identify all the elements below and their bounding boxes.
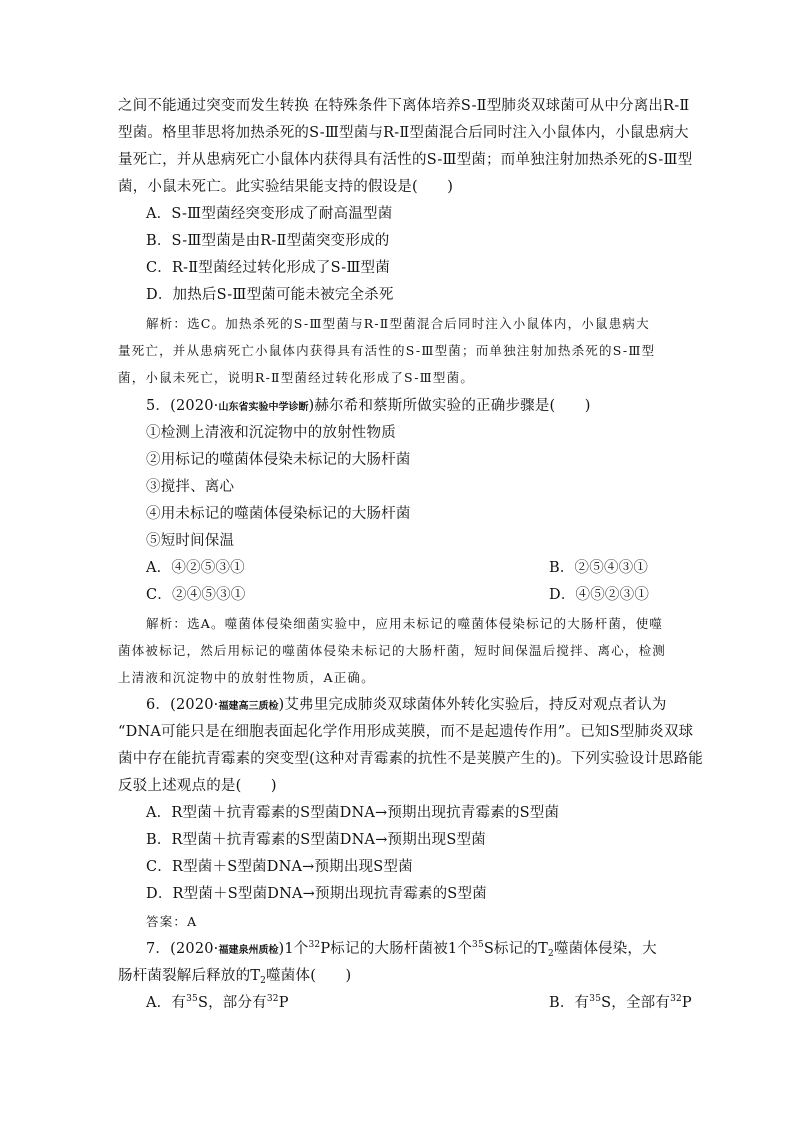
q4-stem-line-2: 型菌。格里菲思将加热杀死的S-Ⅲ型菌与R-Ⅱ型菌混合后同时注入小鼠体内，小鼠患病大 <box>118 125 689 141</box>
q7-text-b: P标记的大肠杆菌被1个 <box>320 941 473 957</box>
q5-options-row-1 <box>146 558 649 578</box>
isotope-35-sup: 35 <box>186 994 198 1004</box>
q4-stem-line-4: 菌，小鼠未死亡。此实验结果能支持的假设是( ) <box>118 179 454 195</box>
t2-sub: 2 <box>548 949 554 959</box>
q4-option-c: C．R-Ⅱ型菌经过转化形成了S-Ⅲ型菌 <box>146 260 390 276</box>
q7-option-b-end: P <box>681 995 692 1011</box>
q6-source: 福建高三质检 <box>218 701 279 712</box>
q6-stem-line-4: 反驳上述观点的是( ) <box>118 778 277 794</box>
q4-analysis-line-3: 菌，小鼠未死亡，说明R-Ⅱ型菌经过转化形成了S-Ⅲ型菌。 <box>118 370 475 385</box>
q7-option-a-pre: A．有 <box>146 995 187 1011</box>
q6-option-b: B．R型菌＋抗青霉素的S型菌DNA→预期出现S型菌 <box>146 832 486 848</box>
q5-stem <box>146 396 591 418</box>
q7-text-c: S标记的T <box>483 941 548 957</box>
q4-stem-line-1: 之间不能通过突变而发生转换 在特殊条件下离体培养S-Ⅱ型肺炎双球菌可从中分离出R-Ⅱ <box>118 98 690 114</box>
isotope-32-sup: 32 <box>266 994 279 1004</box>
q5-analysis-line-2: 菌体被标记，然后用标记的噬菌体侵染未标记的大肠杆菌，短时间保温后搅拌、离心，检测 <box>118 643 667 658</box>
q4-stem-line-3: 量死亡，并从患病死亡小鼠体内获得具有活性的S-Ⅲ型菌；而单独注射加热杀死的S-Ⅲ型 <box>118 152 693 168</box>
q7-options-row-1 <box>146 993 692 1013</box>
q5-option-c: C．②④⑤③① <box>146 587 246 603</box>
q7-option-b-pre: B．有 <box>549 995 590 1011</box>
q5-step-2: ②用标记的噬菌体侵染未标记的大肠杆菌 <box>146 452 411 468</box>
q5-step-4: ④用未标记的噬菌体侵染标记的大肠杆菌 <box>146 506 411 522</box>
q7-number: 7．(2020· <box>146 941 219 957</box>
q7-stem-line-1 <box>146 939 657 961</box>
q7-text-a: )1个 <box>278 941 309 957</box>
isotope-35-sup: 35 <box>589 994 602 1004</box>
q5-option-d: D．④⑤②③① <box>549 587 650 603</box>
q5-number: 5．(2020· <box>146 398 219 414</box>
q4-option-d: D．加热后S-Ⅲ型菌可能未被完全杀死 <box>146 287 394 303</box>
q6-stem-line-2: “DNA可能只是在细胞表面起化学作用形成荚膜，而不是起遗传作用”。已知S型肺炎双球 <box>118 724 694 740</box>
t2-sub: 2 <box>260 976 267 986</box>
q5-option-b: B．②⑤④③① <box>549 560 649 576</box>
q7-stem-line-2 <box>118 966 351 986</box>
isotope-32-sup: 32 <box>308 940 321 950</box>
q7-text-d: 噬菌体侵染，大 <box>553 941 657 957</box>
q6-option-a: A．R型菌＋抗青霉素的S型菌DNA→预期出现抗青霉素的S型菌 <box>146 805 560 821</box>
q4-option-b: B．S-Ⅲ型菌是由R-Ⅱ型菌突变形成的 <box>146 233 390 249</box>
q7-source: 福建泉州质检 <box>218 945 279 956</box>
q6-number: 6．(2020· <box>146 697 219 713</box>
q4-option-a: A．S-Ⅲ型菌经突变形成了耐高温型菌 <box>146 206 393 222</box>
q7-option-b-mid: S，全部有 <box>601 995 671 1011</box>
q5-source: 山东省实验中学诊断 <box>218 402 309 413</box>
q7-option-a-mid: S，部分有 <box>197 995 267 1011</box>
q7-option-b <box>549 993 692 1013</box>
isotope-35-sup: 35 <box>472 940 484 950</box>
q5-option-a: A．④②⑤③① <box>146 560 245 576</box>
q4-analysis-line-1: 解析：选C。加热杀死的S-Ⅲ型菌与R-Ⅱ型菌混合后同时注入小鼠体内，小鼠患病大 <box>146 316 650 331</box>
q6-option-d: D．R型菌＋S型菌DNA→预期出现抗青霉素的S型菌 <box>146 886 487 902</box>
q7-option-a <box>146 995 289 1011</box>
q6-answer: 答案：A <box>146 914 198 929</box>
q6-stem-line-1 <box>146 695 667 717</box>
q5-analysis-line-1: 解析：选A。噬菌体侵染细菌实验中，应用未标记的噬菌体侵染标记的大肠杆菌，使噬 <box>146 616 664 631</box>
q6-stem-line-3: 菌中存在能抗青霉素的突变型(这种对青霉素的抗性不是荚膜产生的)。下列实验设计思路能 <box>118 751 704 767</box>
q7-option-a-end: P <box>278 995 289 1011</box>
q5-step-3: ③搅拌、离心 <box>146 479 235 495</box>
q5-step-5: ⑤短时间保温 <box>146 533 235 549</box>
q6-option-c: C．R型菌＋S型菌DNA→预期出现S型菌 <box>146 859 413 875</box>
q4-analysis-line-2: 量死亡，并从患病死亡小鼠体内获得具有活性的S-Ⅲ型菌；而单独注射加热杀死的S-Ⅲ型 <box>118 343 656 358</box>
q7-text-e: 肠杆菌裂解后释放的T <box>118 968 261 984</box>
q5-stem-text: )赫尔希和蔡斯所做实验的正确步骤是( ) <box>308 398 591 414</box>
q5-analysis-line-3: 上清液和沉淀物中的放射性物质，A正确。 <box>118 670 375 685</box>
isotope-32-sup: 32 <box>670 994 682 1004</box>
q5-options-row-2 <box>146 585 650 605</box>
q6-stem-text: )艾弗里完成肺炎双球菌体外转化实验后，持反对观点者认为 <box>278 697 667 713</box>
q7-text-f: 噬菌体( ) <box>266 968 352 984</box>
q5-step-1: ①检测上清液和沉淀物中的放射性物质 <box>146 425 396 441</box>
